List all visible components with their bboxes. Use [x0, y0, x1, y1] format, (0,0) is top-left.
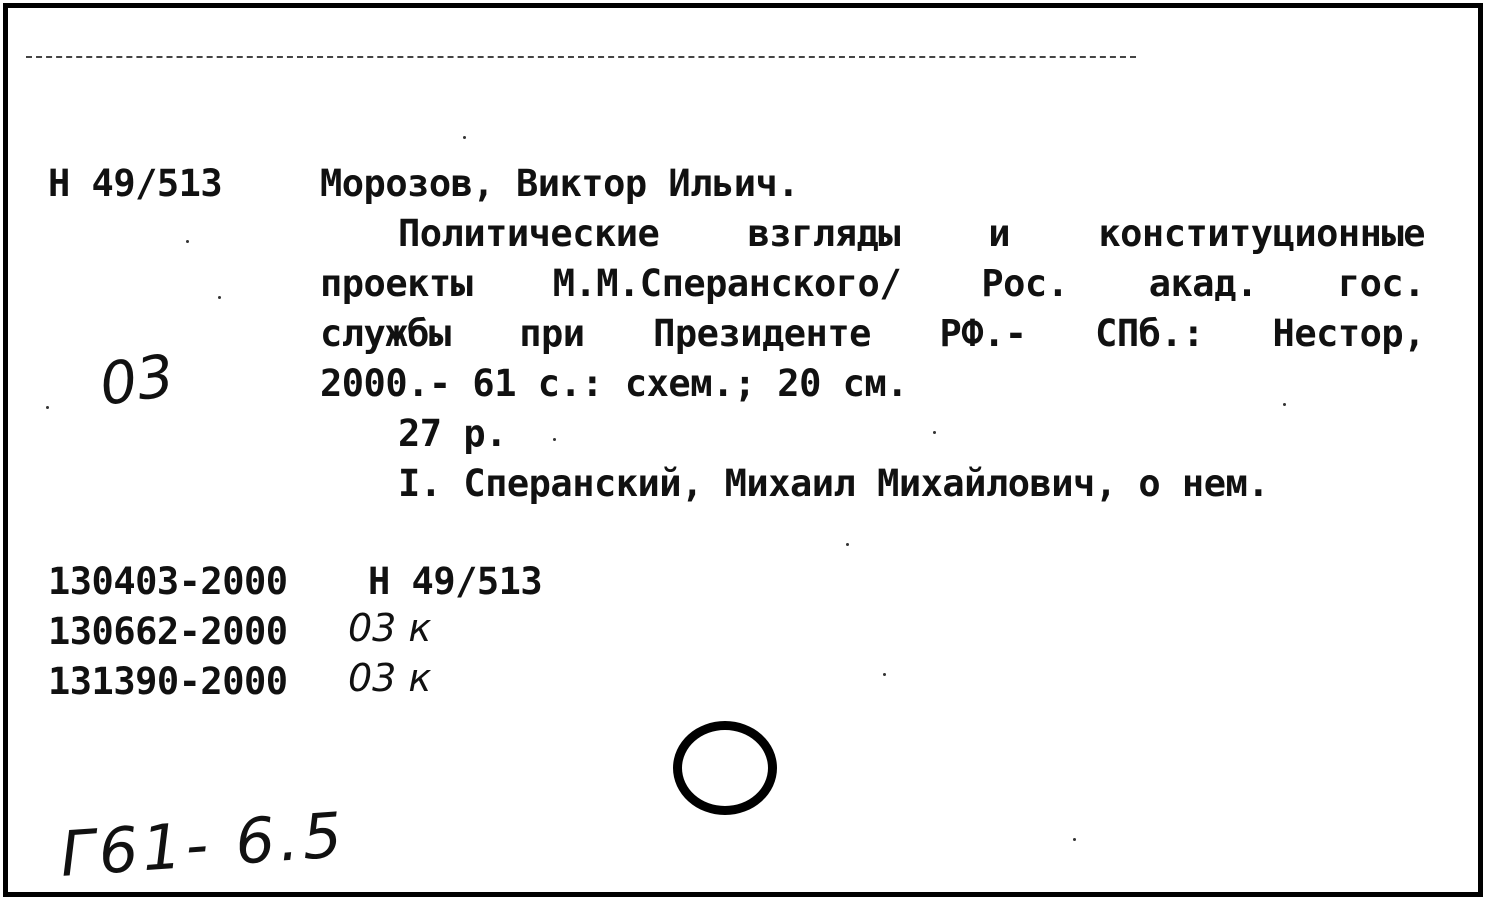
title-line-1: Политические взгляды и конституционные	[398, 212, 1425, 255]
scan-speck	[1283, 403, 1286, 406]
scan-speck	[883, 673, 886, 676]
inventory-number: 130403-2000	[48, 560, 288, 603]
scan-speck	[218, 296, 221, 299]
title-line-2: проекты М.М.Сперанского/ Рос. акад. гос.	[320, 262, 1425, 305]
scan-speck	[553, 438, 556, 441]
title-line-3: службы при Президенте РФ.- СПб.: Нестор,	[320, 312, 1425, 355]
scan-speck	[186, 240, 189, 243]
inventory-note-handwritten: 03 к	[348, 656, 432, 700]
scan-speck	[846, 543, 849, 546]
author-heading: Морозов, Виктор Ильич.	[320, 162, 800, 205]
inventory-number: 131390-2000	[48, 660, 288, 703]
inventory-number: 130662-2000	[48, 610, 288, 653]
scan-speck	[1073, 838, 1076, 841]
circle-stamp	[673, 721, 777, 815]
handwritten-bottom-note: Г61- 6.5	[57, 798, 349, 891]
subject-tracing: I. Сперанский, Михаил Михайлович, о нем.	[398, 462, 1270, 505]
title-line-4: 2000.- 61 с.: схем.; 20 см.	[320, 362, 908, 405]
price: 27 р.	[398, 412, 507, 455]
handwritten-margin-note: 03	[95, 341, 179, 419]
scan-speck	[46, 406, 49, 409]
catalog-card	[3, 3, 1483, 897]
scan-speck	[933, 431, 936, 434]
top-dashed-rule	[26, 56, 1136, 58]
scan-speck	[463, 136, 466, 139]
inventory-note-handwritten: 03 к	[348, 606, 432, 650]
shelfmark: Н 49/513	[48, 162, 223, 205]
inventory-note: Н 49/513	[368, 560, 543, 603]
